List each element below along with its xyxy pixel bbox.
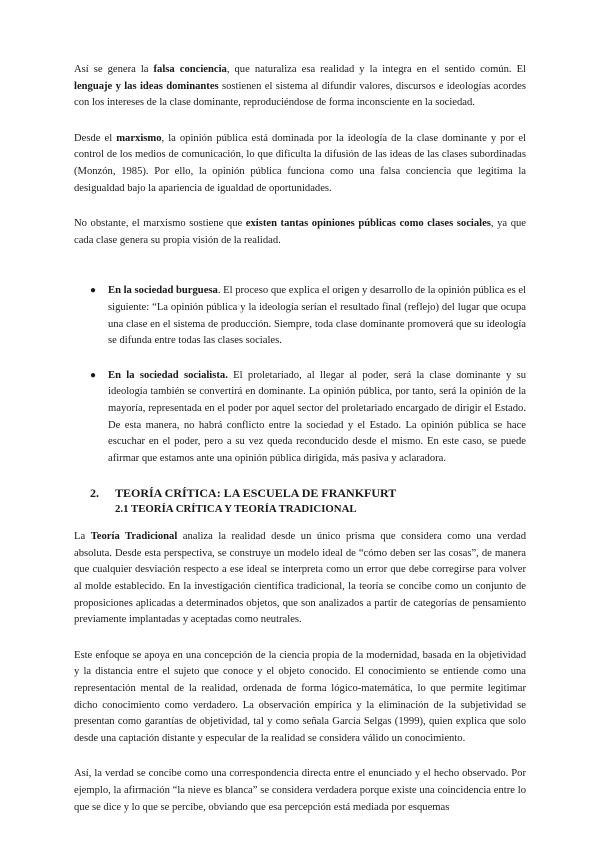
text-run: , que naturaliza esa realidad y la integra en el sentido común. El bbox=[226, 64, 526, 75]
subsection-heading: 2.1 TEORÍA CRÍTICA Y TEORÍA TRADICIONAL bbox=[115, 503, 357, 516]
text-run: sostienen el sistema al difundir valores, discursos e ideologías acordes con los intereses de la clase dominante, reproduciéndose de forma inconsciente en la sociedad. bbox=[74, 80, 526, 109]
text-run: , ya que cada clase genera su propia visión de la realidad. bbox=[74, 218, 526, 246]
paragraph-class-opinions bbox=[74, 216, 526, 249]
text-run: No obstante, el marxismo sostiene que bbox=[74, 218, 246, 230]
document-page bbox=[74, 62, 526, 835]
text-run: analiza la realidad desde un único prisma que considera como una verdad absoluta. Desde esta perspectiva, se construye un modelo ideal de “cómo deben ser las cosas”, de manera que cualquier desviación respecto a ese ideal se interpreta como un error que debe corregirse para volver al molde establecido. En la investigación científica tradicional, la teoría se concibe como un conjunto de proposiciones aplicadas a determinados objetos, que son analizados a partir de categorías de pensamiento previamente implantadas y aceptadas como neutrales. bbox=[74, 531, 526, 626]
text-run: . El proceso que explica el origen y desarrollo de la opinión pública es el siguiente: “La opinión pública y la ideología serían el resultado final (reflejo) del lugar que ocupa una clase en el sistema de producción. Siempre, toda clase dominante promoverá que su ideología se difunda entre todas las clases sociales. bbox=[108, 285, 526, 347]
text-run: , la opinión pública está dominada por la ideología de la clase dominante y por el control de los medios de comunicación, lo que dificulta la difusión de las ideas de las clases subordinadas (Monzón, 1985). Por ello, la opinión pública funciona como una falsa conciencia que legitima la desigualdad bajo la apariencia de igualdad de oportunidades. bbox=[74, 132, 526, 194]
bold-term: Teoría Tradicional bbox=[90, 531, 178, 543]
paragraph-truth-correspondence: Así, la verdad se concibe como una correspondencia directa entre el enunciado y el hecho observado. Por ejemplo, la afirmación “la nieve es blanca” se considera verdadera porque existe una coincidencia entre lo que se dice y lo que se percibe, obviando que esa percepción está mediada por esquemas bbox=[74, 768, 526, 813]
section-heading bbox=[90, 485, 526, 501]
bold-term: falsa conciencia bbox=[153, 64, 227, 75]
bold-term: marxismo bbox=[116, 132, 162, 144]
list-item bbox=[74, 368, 526, 468]
bullet-icon: ● bbox=[90, 285, 97, 297]
text-run: La bbox=[74, 531, 91, 543]
section-number: 2. bbox=[90, 486, 99, 501]
paragraph-false-consciousness bbox=[74, 62, 526, 112]
bullet-list bbox=[74, 283, 526, 467]
section-title: TEORÍA CRÍTICA: LA ESCUELA DE FRANKFURT bbox=[115, 486, 397, 501]
bold-term: lenguaje y las ideas dominantes bbox=[74, 80, 219, 92]
text-run: El proletariado, al llegar al poder, será la clase dominante y su ideología también se convertirá en dominante. La opinión pública, por tanto, será la opinión de la mayoría, representada en el poder por aquel sector del proletariado encargado de dirigir el Estado. De esta manera, no habrá conflicto entre la sociedad y el Estado. La opinión pública se hace escuchar en el poder, pero a su vez queda reconducido desde el mismo. En este caso, se puede afirmar que estamos ante una opinión pública dirigida, más pasiva y aclaradora. bbox=[108, 369, 526, 464]
text-run: Así se genera la bbox=[74, 64, 154, 75]
list-item bbox=[74, 283, 526, 349]
text-run: Desde el bbox=[74, 132, 117, 144]
paragraph-traditional-theory bbox=[74, 529, 526, 629]
bold-term: En la sociedad socialista. bbox=[108, 369, 228, 381]
bullet-icon: ● bbox=[90, 369, 97, 381]
paragraph-modern-science: Este enfoque se apoya en una concepción de la ciencia propia de la modernidad, basada en la objetividad y la distancia entre el sujeto que conoce y el objeto conocido. El conocimiento se entiende como una representación mental de la realidad, ordenada de forma lógico-matemática, lo que permite legitimar dicho conocimiento como verdadero. La observación empírica y la eliminación de la subjetividad se presentan como garantías de objetividad, tal y como señala García Selgas (1999), quien explica que solo desde una captación distante y especular de la realidad se considera válido un conocimiento. bbox=[74, 649, 526, 744]
paragraph-marxism bbox=[74, 131, 526, 197]
bold-term: existen tantas opiniones públicas como clases sociales bbox=[245, 218, 491, 230]
bold-term: En la sociedad burguesa bbox=[108, 285, 218, 297]
